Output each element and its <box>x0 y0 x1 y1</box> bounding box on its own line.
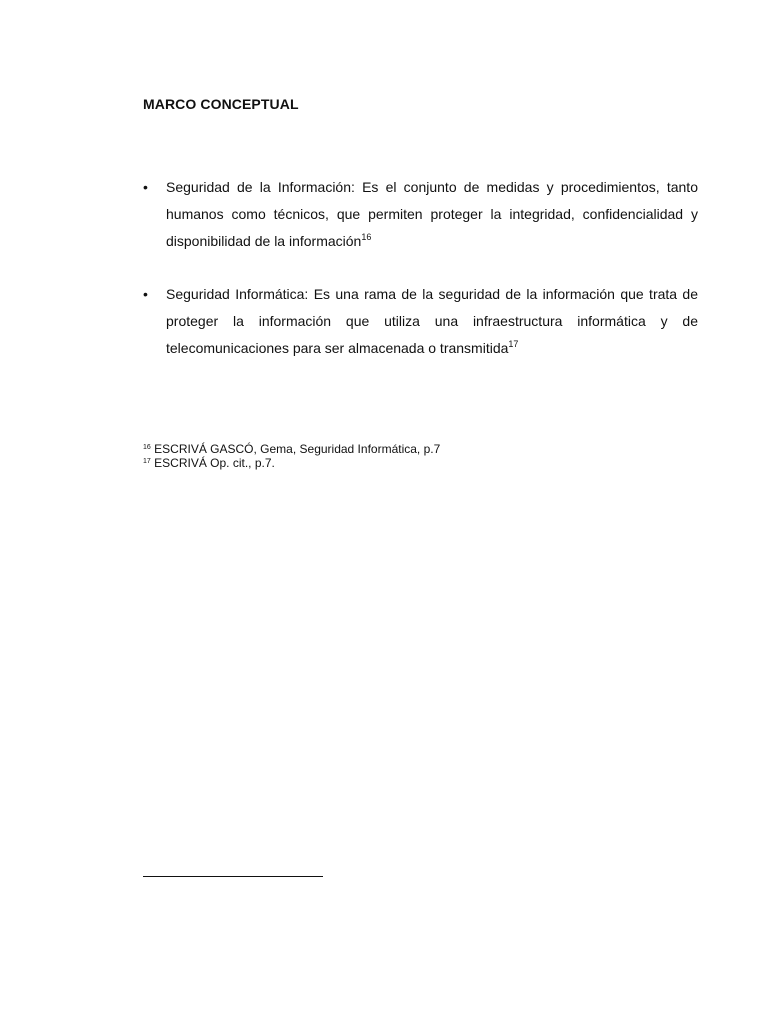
definition-text: Seguridad Informática: Es una rama de la seguridad de la información que trata de proteger la información que utiliza una infraestructura informática y de telecomunicaciones para ser almacenada o transmitida <box>166 286 698 356</box>
footnote-number: 17 <box>143 458 151 465</box>
footnote-separator <box>143 876 323 877</box>
footnote <box>143 456 643 470</box>
list-item-text <box>166 281 698 362</box>
footnote-text: ESCRIVÁ GASCÓ, Gema, Seguridad Informática, p.7 <box>154 442 441 456</box>
section-heading: MARCO CONCEPTUAL <box>143 96 299 112</box>
bullet-icon: • <box>143 286 148 302</box>
footnotes <box>143 442 643 470</box>
definition-text: Seguridad de la Información: Es el conjunto de medidas y procedimientos, tanto humanos como técnicos, que permiten proteger la integridad, confidencialidad y disponibilidad de la información <box>166 179 698 249</box>
list-item-text <box>166 174 698 255</box>
footnote-reference[interactable]: 17 <box>508 339 519 349</box>
footnote-text: ESCRIVÁ Op. cit., p.7. <box>154 456 275 470</box>
bullet-icon: • <box>143 179 148 195</box>
footnote <box>143 442 643 456</box>
footnote-number: 16 <box>143 444 151 451</box>
footnote-reference[interactable]: 16 <box>361 232 372 242</box>
